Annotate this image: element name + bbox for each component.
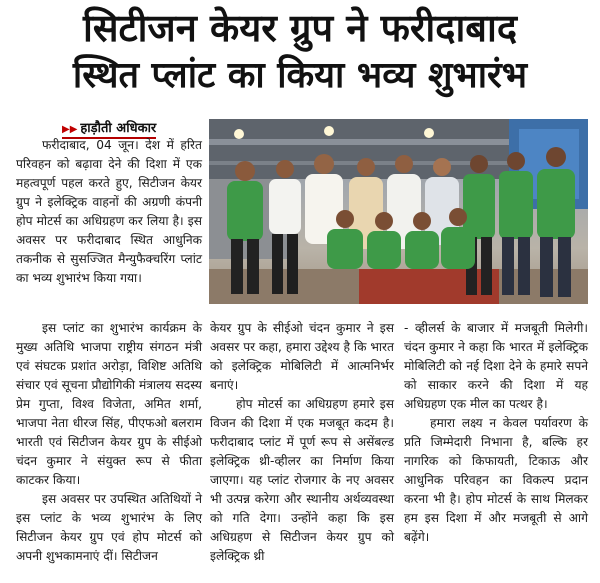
- paragraph-market: - व्हीलर्स के बाजार में मजबूती मिलेगी। चंदन कुमार ने कहा कि भारत में इलेक्ट्रिक मोबिलिटी को नई दिशा देने के हमारे सपने को साकार करने की दिशा में यह अधिग्रहण एक मील का पत्थर है।: [404, 321, 588, 411]
- article-column-1-bottom: [16, 319, 202, 566]
- article-column-3: [404, 319, 588, 547]
- paragraph-guests: इस अवसर पर उपस्थित अतिथियों ने इस प्लांट के भव्य शुभारंभ के लिए सिटीजन केयर ग्रुप एवं होप मोटर्स को अपनी शुभकामनाएं दीं। सिटीजन: [16, 492, 202, 563]
- headline-line-1: सिटीजन केयर ग्रुप ने फरीदाबाद: [82, 6, 518, 50]
- paragraph-inauguration: इस प्लांट का शुभारंभ कार्यक्रम के मुख्य अतिथि भाजपा राष्ट्रीय संगठन मंत्री एवं संघटक प्रशांत अरोड़ा, विशिष्ट अतिथि संचार एवं सूचना प्रौद्योगिकी मंत्रालय सदस्य प्रेम गुप्ता, विश्व विजेता, अमित शर्मा, भाजपा नेता धीरज सिंह, पीएफओ बलराम भारती एवं सिटीजन केयर ग्रुप के सीईओ चंदन कुमार ने संयुक्त रूप से फीता काटकर किया।: [16, 321, 202, 487]
- paragraph-acquisition: होप मोटर्स का अधिग्रहण हमारे इस विजन की दिशा में एक मजबूत कदम है। फरीदाबाद प्लांट में पूर्ण रूप से असेंबल्ड इलेक्ट्रिक थ्री-व्हीलर का निर्माण किया जाएगा। यह प्लांट रोजगार के नए अवसर भी उत्पन्न करेगा और स्थानीय अर्थव्यवस्था को गति देगा। उन्होंने कहा कि इस अधिग्रहण से सिटीजन केयर ग्रुप को इलेक्ट्रिक थ्री: [210, 397, 394, 563]
- paragraph-ceo-quote: केयर ग्रुप के सीईओ चंदन कुमार ने इस अवसर पर कहा, हमारा उद्देश्य है कि भारत को इलेक्ट्रिक मोबिलिटी में आत्मनिर्भर बनाएं।: [210, 321, 394, 392]
- headline: [0, 4, 600, 100]
- headline-line-2: स्थित प्लांट का किया भव्य शुभारंभ: [72, 55, 528, 96]
- article-column-1-top: [16, 136, 202, 288]
- event-photo: [209, 119, 588, 304]
- paragraph-goal: हमारा लक्ष्य न केवल पर्यावरण के प्रति जिम्मेदारी निभाना है, बल्कि हर नागरिक को किफायती, टिकाऊ और आधुनिक परिवहन का विकल्प प्रदान करना भी है। होप मोटर्स के साथ मिलकर हम इस दिशा में और मजबूती से आगे बढ़ेंगे।: [404, 416, 588, 544]
- byline-label: हाड़ौती अधिकार: [80, 121, 157, 136]
- paragraph-intro: फरीदाबाद, 04 जून। देश में हरित परिवहन को बढ़ावा देने की दिशा में एक महत्वपूर्ण पहल करते हुए, सिटीजन केयर ग्रुप ने इलेक्ट्रिक वाहनों की अग्रणी कंपनी होप मोटर्स का अधिग्रहण कर लिया है। इस अवसर पर फरीदाबाद स्थित आधुनिक तकनीक से सुसज्जित मैन्युफैक्चरिंग प्लांट का भव्य शुभारंभ किया गया।: [16, 138, 202, 285]
- double-arrow-icon: ▶▶: [62, 124, 78, 135]
- article-column-2: [210, 319, 394, 566]
